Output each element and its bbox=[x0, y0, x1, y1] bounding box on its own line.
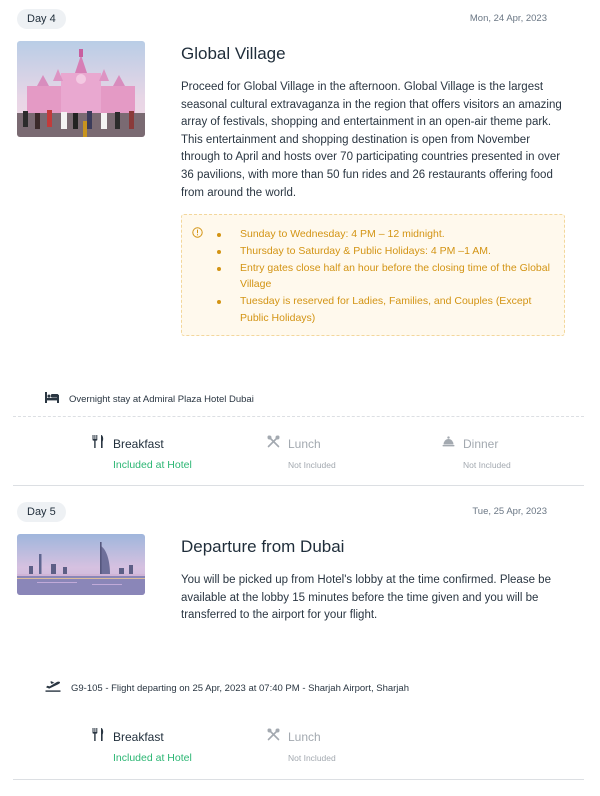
flight-takeoff-icon bbox=[45, 679, 61, 697]
meal-breakfast bbox=[92, 728, 192, 765]
day-badge: Day 5 bbox=[17, 502, 66, 522]
fork-knife-icon bbox=[92, 435, 105, 453]
overnight-stay-text: Overnight stay at Admiral Plaza Hotel Dubai bbox=[69, 393, 254, 405]
timings-list bbox=[182, 215, 564, 337]
day-date: Mon, 24 Apr, 2023 bbox=[469, 13, 547, 24]
day-date: Tue, 25 Apr, 2023 bbox=[472, 506, 547, 517]
meal-name: Dinner bbox=[463, 437, 499, 451]
meal-name: Lunch bbox=[288, 730, 321, 744]
activity-description: You will be picked up from Hotel's lobby at the time confirmed. Please be available at the lobby 15 minutes before the time given and you will be transferred to the airport for your flight. bbox=[181, 574, 551, 622]
crossed-utensils-icon bbox=[267, 728, 280, 746]
meal-status: Included at Hotel bbox=[113, 459, 192, 471]
flight-text: G9-105 - Flight departing on 25 Apr, 2023 at 07:40 PM - Sharjah Airport, Sharjah bbox=[71, 682, 409, 694]
activity-title: Departure from Dubai bbox=[181, 537, 345, 556]
flight-row bbox=[45, 679, 409, 697]
cloche-icon bbox=[442, 435, 455, 453]
timing-note: Sunday to Wednesday: 4 PM – 12 midnight. bbox=[240, 226, 550, 243]
crossed-utensils-icon bbox=[267, 435, 280, 453]
divider bbox=[13, 779, 584, 780]
day-badge: Day 4 bbox=[17, 9, 66, 29]
meal-name: Lunch bbox=[288, 437, 321, 451]
meal-dinner bbox=[442, 435, 511, 472]
activity-image-global-village[interactable] bbox=[17, 41, 145, 137]
meal-status: Included at Hotel bbox=[113, 752, 192, 764]
overnight-stay-row bbox=[45, 390, 254, 408]
meal-lunch bbox=[267, 728, 336, 765]
warning-circle-icon bbox=[192, 225, 203, 243]
activity-description: Proceed for Global Village in the afternoon. Global Village is the largest seasonal cultural extravaganza in the region that offers visitors an amazing array of festivals, shopping and entertainment in an open-air theme park. This entertainment and shopping destination is open from November through to April and hosts over 70 participating countries presented in over 36 pavilions, with more than 50 fun rides and 26 restaurants offering food from around the world. bbox=[181, 81, 562, 199]
meal-lunch bbox=[267, 435, 336, 472]
meal-status: Not Included bbox=[288, 460, 336, 470]
divider bbox=[13, 416, 584, 417]
meal-status: Not Included bbox=[463, 460, 511, 470]
activity-title: Global Village bbox=[181, 44, 286, 63]
divider bbox=[13, 485, 584, 486]
bed-icon bbox=[45, 390, 59, 408]
timing-note: Tuesday is reserved for Ladies, Families, and Couples (Except Public Holidays) bbox=[240, 293, 550, 327]
timings-notice bbox=[181, 214, 565, 336]
meal-name: Breakfast bbox=[113, 437, 164, 451]
meal-breakfast bbox=[92, 435, 192, 472]
meal-status: Not Included bbox=[288, 753, 336, 763]
meal-name: Breakfast bbox=[113, 730, 164, 744]
timing-note: Entry gates close half an hour before the closing time of the Global Village bbox=[240, 260, 550, 294]
fork-knife-icon bbox=[92, 728, 105, 746]
activity-image-dubai-skyline[interactable] bbox=[17, 534, 145, 595]
timing-note: Thursday to Saturday & Public Holidays: 4 PM –1 AM. bbox=[240, 243, 550, 260]
